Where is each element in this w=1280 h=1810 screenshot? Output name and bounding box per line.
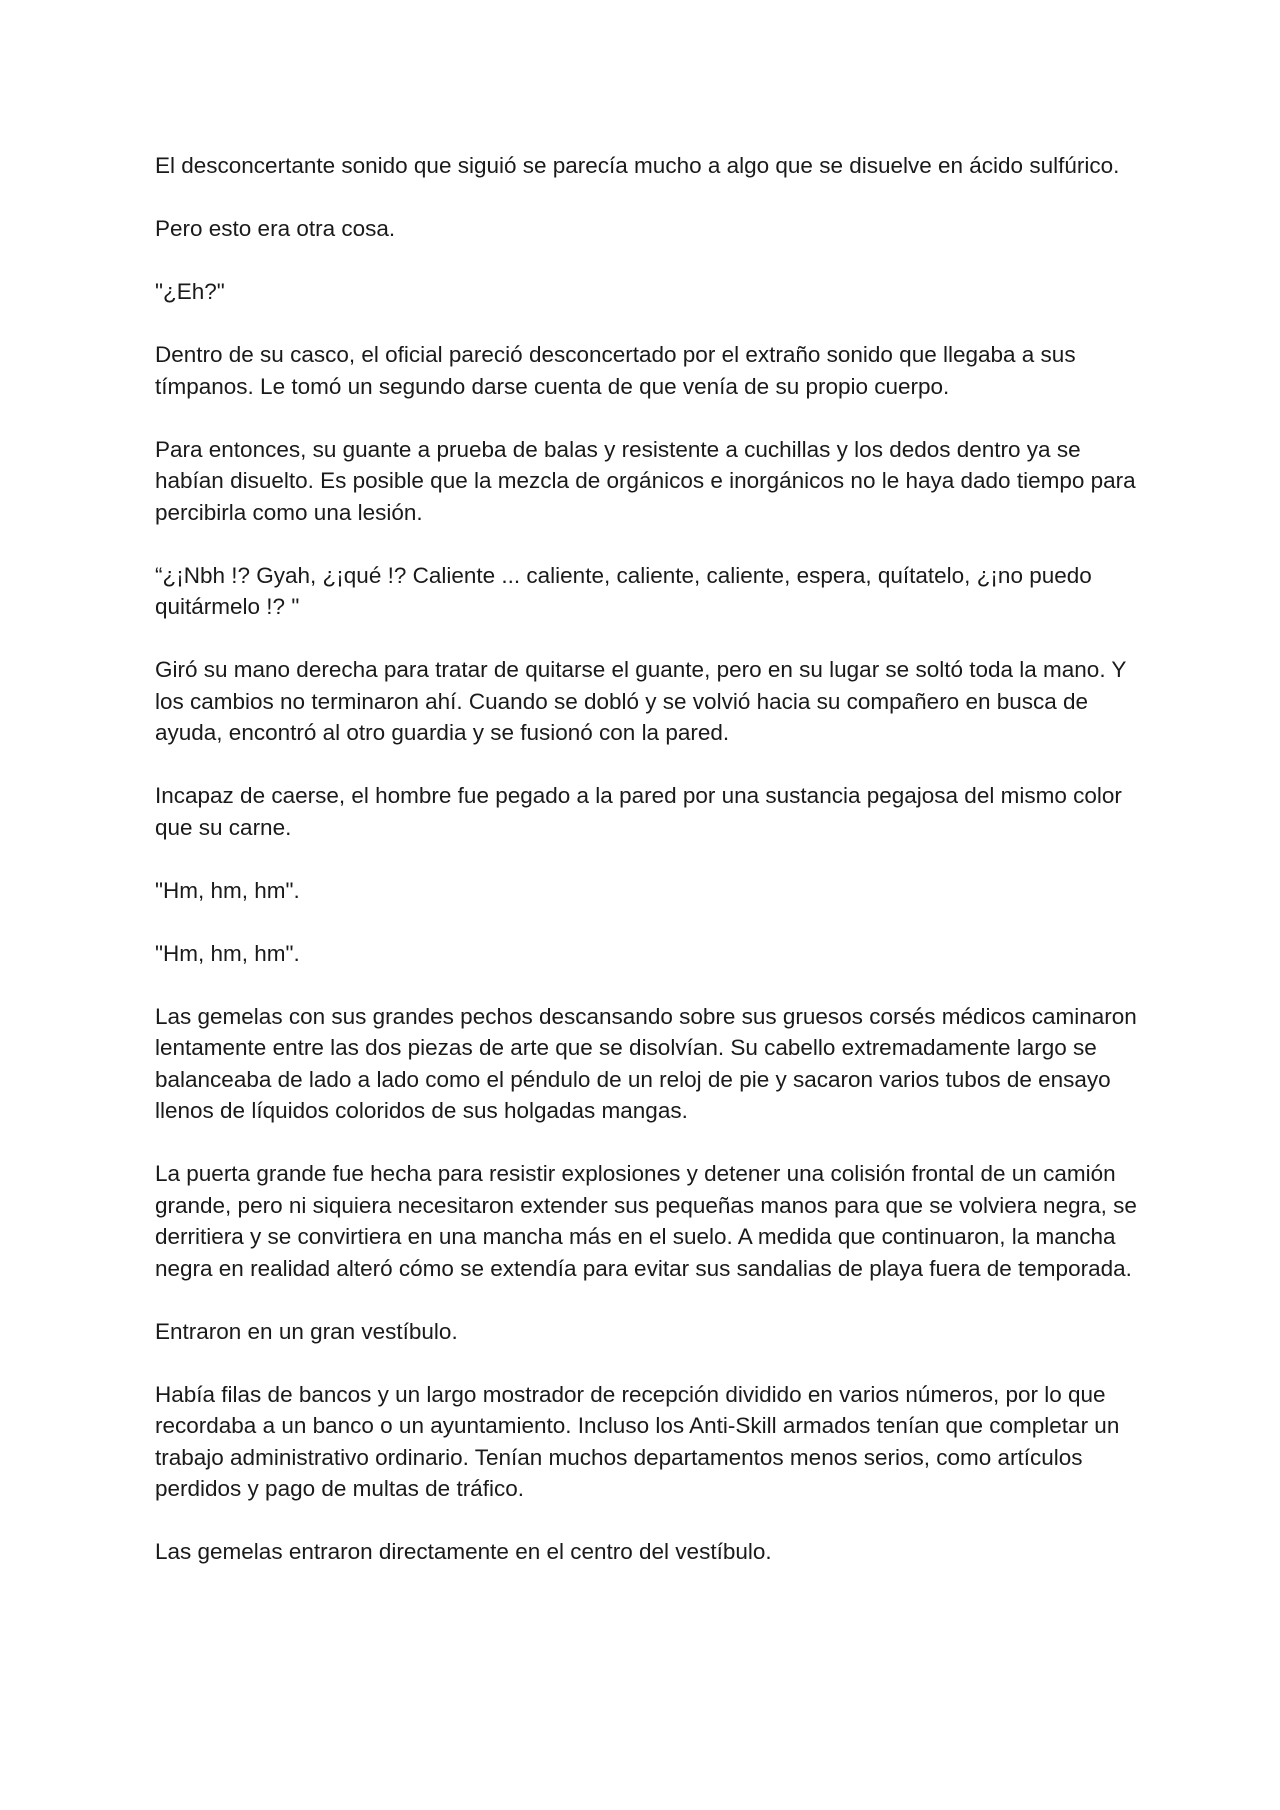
paragraph: Entraron en un gran vestíbulo. [155, 1318, 458, 1344]
paragraph: Pero esto era otra cosa. [155, 216, 396, 241]
paragraph: Había filas de bancos y un largo mostrador de recepción dividido en varios números, por lo que recordaba a un banco o un ayuntamiento. Incluso los Anti-Skill armados tenían que completar un trabajo administrativo ordinario. Tenían muchos departamentos menos serios, como artículos perdidos y pago de multas de tráfico. [155, 1381, 1120, 1501]
paragraph: "¿Eh?" [155, 279, 225, 304]
paragraph: Las gemelas con sus grandes pechos descansando sobre sus gruesos corsés médicos caminaron lentamente entre las dos piezas de arte que se disolvían. Su cabello extremadamente largo se balanceaba de lado a lado como el péndulo de un reloj de pie y sacaron varios tubos de ensayo llenos de líquidos coloridos de sus holgadas mangas. [155, 1003, 1137, 1123]
paragraph: Las gemelas entraron directamente en el centro del vestíbulo. [155, 1539, 772, 1564]
paragraph: Para entonces, su guante a prueba de balas y resistente a cuchillas y los dedos dentro ya se habían disuelto. Es posible que la mezcla de orgánicos e inorgánicos no le haya dado tiempo para percibirla como una lesión. [155, 436, 1136, 525]
paragraph: "Hm, hm, hm". [155, 877, 300, 903]
paragraph: "Hm, hm, hm". [155, 940, 300, 966]
paragraph: El desconcertante sonido que siguió se parecía mucho a algo que se disuelve en ácido sulfúrico. [155, 153, 1120, 178]
paragraph: “¿¡Nbh !? Gyah, ¿¡qué !? Caliente ... caliente, caliente, caliente, espera, quítatelo, ¿¡no puedo quitármelo !? " [155, 562, 1092, 619]
paragraph: Dentro de su casco, el oficial pareció desconcertado por el extraño sonido que llegaba a sus tímpanos. Le tomó un segundo darse cuenta de que venía de su propio cuerpo. [155, 342, 1076, 399]
paragraph: La puerta grande fue hecha para resistir explosiones y detener una colisión frontal de un camión grande, pero ni siquiera necesitaron extender sus pequeñas manos para que se volviera negra, se derritiera y se convirtiera en una mancha más en el suelo. A medida que continuaron, la mancha negra en realidad alteró cómo se extendía para evitar sus sandalias de playa fuera de temporada. [155, 1161, 1137, 1281]
body-text [155, 150, 1145, 1599]
paragraph: Giró su mano derecha para tratar de quitarse el guante, pero en su lugar se soltó toda la mano. Y los cambios no terminaron ahí. Cuando se dobló y se volvió hacia su compañero en busca de ayuda, encontró al otro guardia y se fusionó con la pared. [155, 657, 1127, 745]
paragraph: Incapaz de caerse, el hombre fue pegado a la pared por una sustancia pegajosa del mismo color que su carne. [155, 783, 1122, 840]
